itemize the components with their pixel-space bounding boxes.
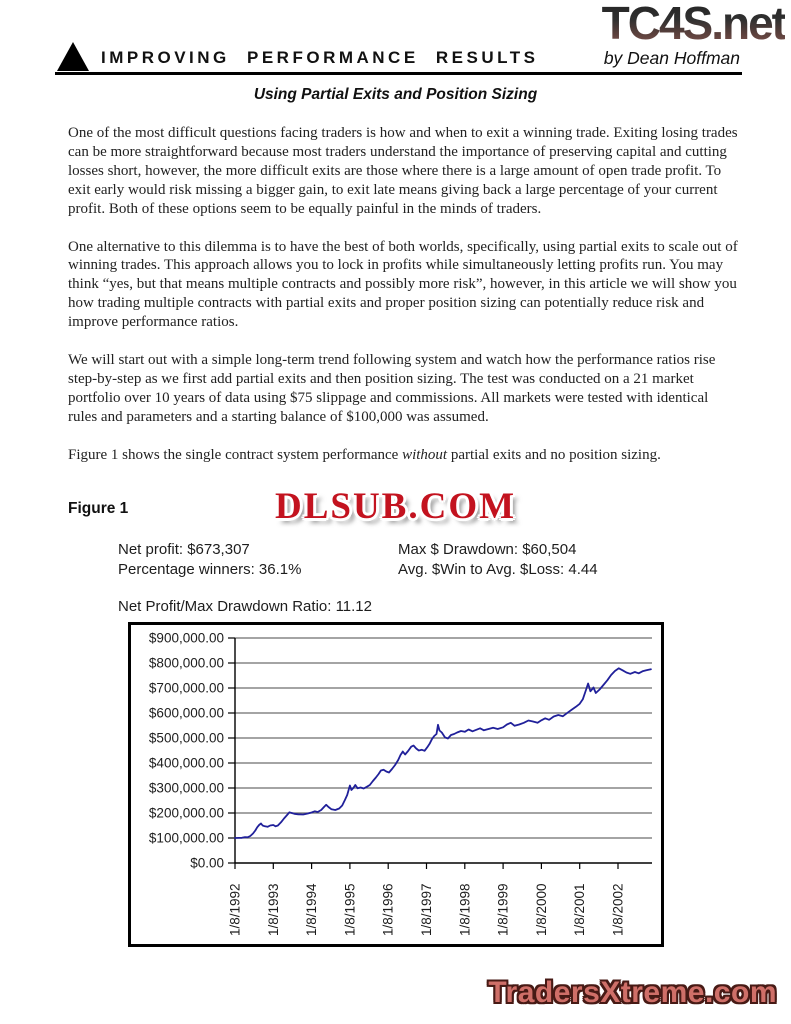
svg-text:1/8/1997: 1/8/1997 [419, 883, 434, 936]
svg-text:1/8/1993: 1/8/1993 [265, 883, 281, 936]
triangle-icon [57, 42, 89, 71]
byline: by Dean Hoffman [603, 48, 740, 68]
tradersxtreme-watermark: TradersXtreme.com [488, 976, 777, 1009]
svg-text:1/8/1994: 1/8/1994 [304, 883, 320, 936]
paragraph-4-pre: Figure 1 shows the single contract system performance [68, 446, 403, 463]
svg-text:1/8/1995: 1/8/1995 [342, 883, 358, 936]
equity-chart-svg [131, 625, 655, 938]
paragraph-4-italic: without [402, 446, 448, 463]
paragraph-1: One of the most difficult questions facing traders is how and when to exit a winning trade. Exiting losing trades can be more straightforward because most traders understand the importance of preserving capital and cutting losses short, however, the more difficult exits are those where there is a large amount of open trade profit. To exit early would risk missing a bigger gain, to exit late means giving back a large percentage of your current profit. Both of these options seem to be equally painful in the minds of traders. [68, 125, 738, 217]
figure-stats-grid [118, 540, 718, 580]
svg-text:1/8/1992: 1/8/1992 [227, 883, 243, 936]
svg-text:$100,000.00: $100,000.00 [148, 830, 224, 846]
svg-text:1/8/2000: 1/8/2000 [533, 883, 549, 936]
svg-text:1/8/2001: 1/8/2001 [572, 883, 588, 936]
paragraph-4-post: partial exits and no position sizing. [447, 446, 661, 463]
tc4s-logo: TC4S.net [601, 0, 785, 49]
svg-text:1/8/1999: 1/8/1999 [495, 883, 511, 936]
svg-text:$800,000.00: $800,000.00 [148, 655, 224, 671]
svg-text:$400,000.00: $400,000.00 [148, 755, 224, 771]
stat-avg-win-loss: Avg. $Win to Avg. $Loss: 4.44 [398, 561, 598, 578]
svg-text:$500,000.00: $500,000.00 [148, 730, 224, 746]
stat-max-drawdown: Max $ Drawdown: $60,504 [398, 541, 577, 558]
svg-text:$700,000.00: $700,000.00 [148, 680, 224, 696]
figure-label: Figure 1 [68, 500, 129, 517]
svg-text:1/8/2002: 1/8/2002 [610, 883, 626, 936]
svg-text:$300,000.00: $300,000.00 [148, 780, 224, 796]
svg-text:1/8/1998: 1/8/1998 [457, 883, 473, 936]
article-subtitle: Using Partial Exits and Position Sizing [253, 86, 538, 103]
stat-ratio: Net Profit/Max Drawdown Ratio: 11.12 [118, 598, 372, 615]
svg-text:$200,000.00: $200,000.00 [148, 805, 224, 821]
paragraph-3: We will start out with a simple long-term trend following system and watch how the performance ratios rise step-by-step as we first add partial exits and then position sizing. The test was conducted on a 21 market portfolio over 10 years of data using $75 slippage and commissions. All markets were tested with identical rules and parameters and a starting balance of $100,000 was assumed. [68, 352, 716, 425]
stat-pct-winners: Percentage winners: 36.1% [118, 561, 302, 578]
svg-text:$900,000.00: $900,000.00 [148, 630, 224, 646]
svg-text:$600,000.00: $600,000.00 [148, 705, 224, 721]
header-bar [55, 38, 742, 75]
dlsub-watermark: DLSUB.COM [274, 486, 517, 527]
paragraph-4 [68, 446, 740, 465]
svg-text:$0.00: $0.00 [190, 855, 224, 871]
page-title: IMPROVING PERFORMANCE RESULTS [101, 48, 539, 67]
article-body [68, 124, 740, 484]
paragraph-2: One alternative to this dilemma is to have the best of both worlds, specifically, using partial exits to scale out of winning trades. This approach allows you to lock in profits while simultaneously letting profits run. You may think “yes, but that means multiple contracts and possibly more risk”, however, in this article we will show you how trading multiple contracts with partial exits and proper position sizing can potentially reduce risk and improve performance ratios. [68, 238, 738, 331]
equity-chart-frame [128, 622, 664, 947]
stat-net-profit: Net profit: $673,307 [118, 541, 250, 558]
figure-stats [118, 540, 718, 617]
svg-text:1/8/1996: 1/8/1996 [380, 883, 396, 936]
